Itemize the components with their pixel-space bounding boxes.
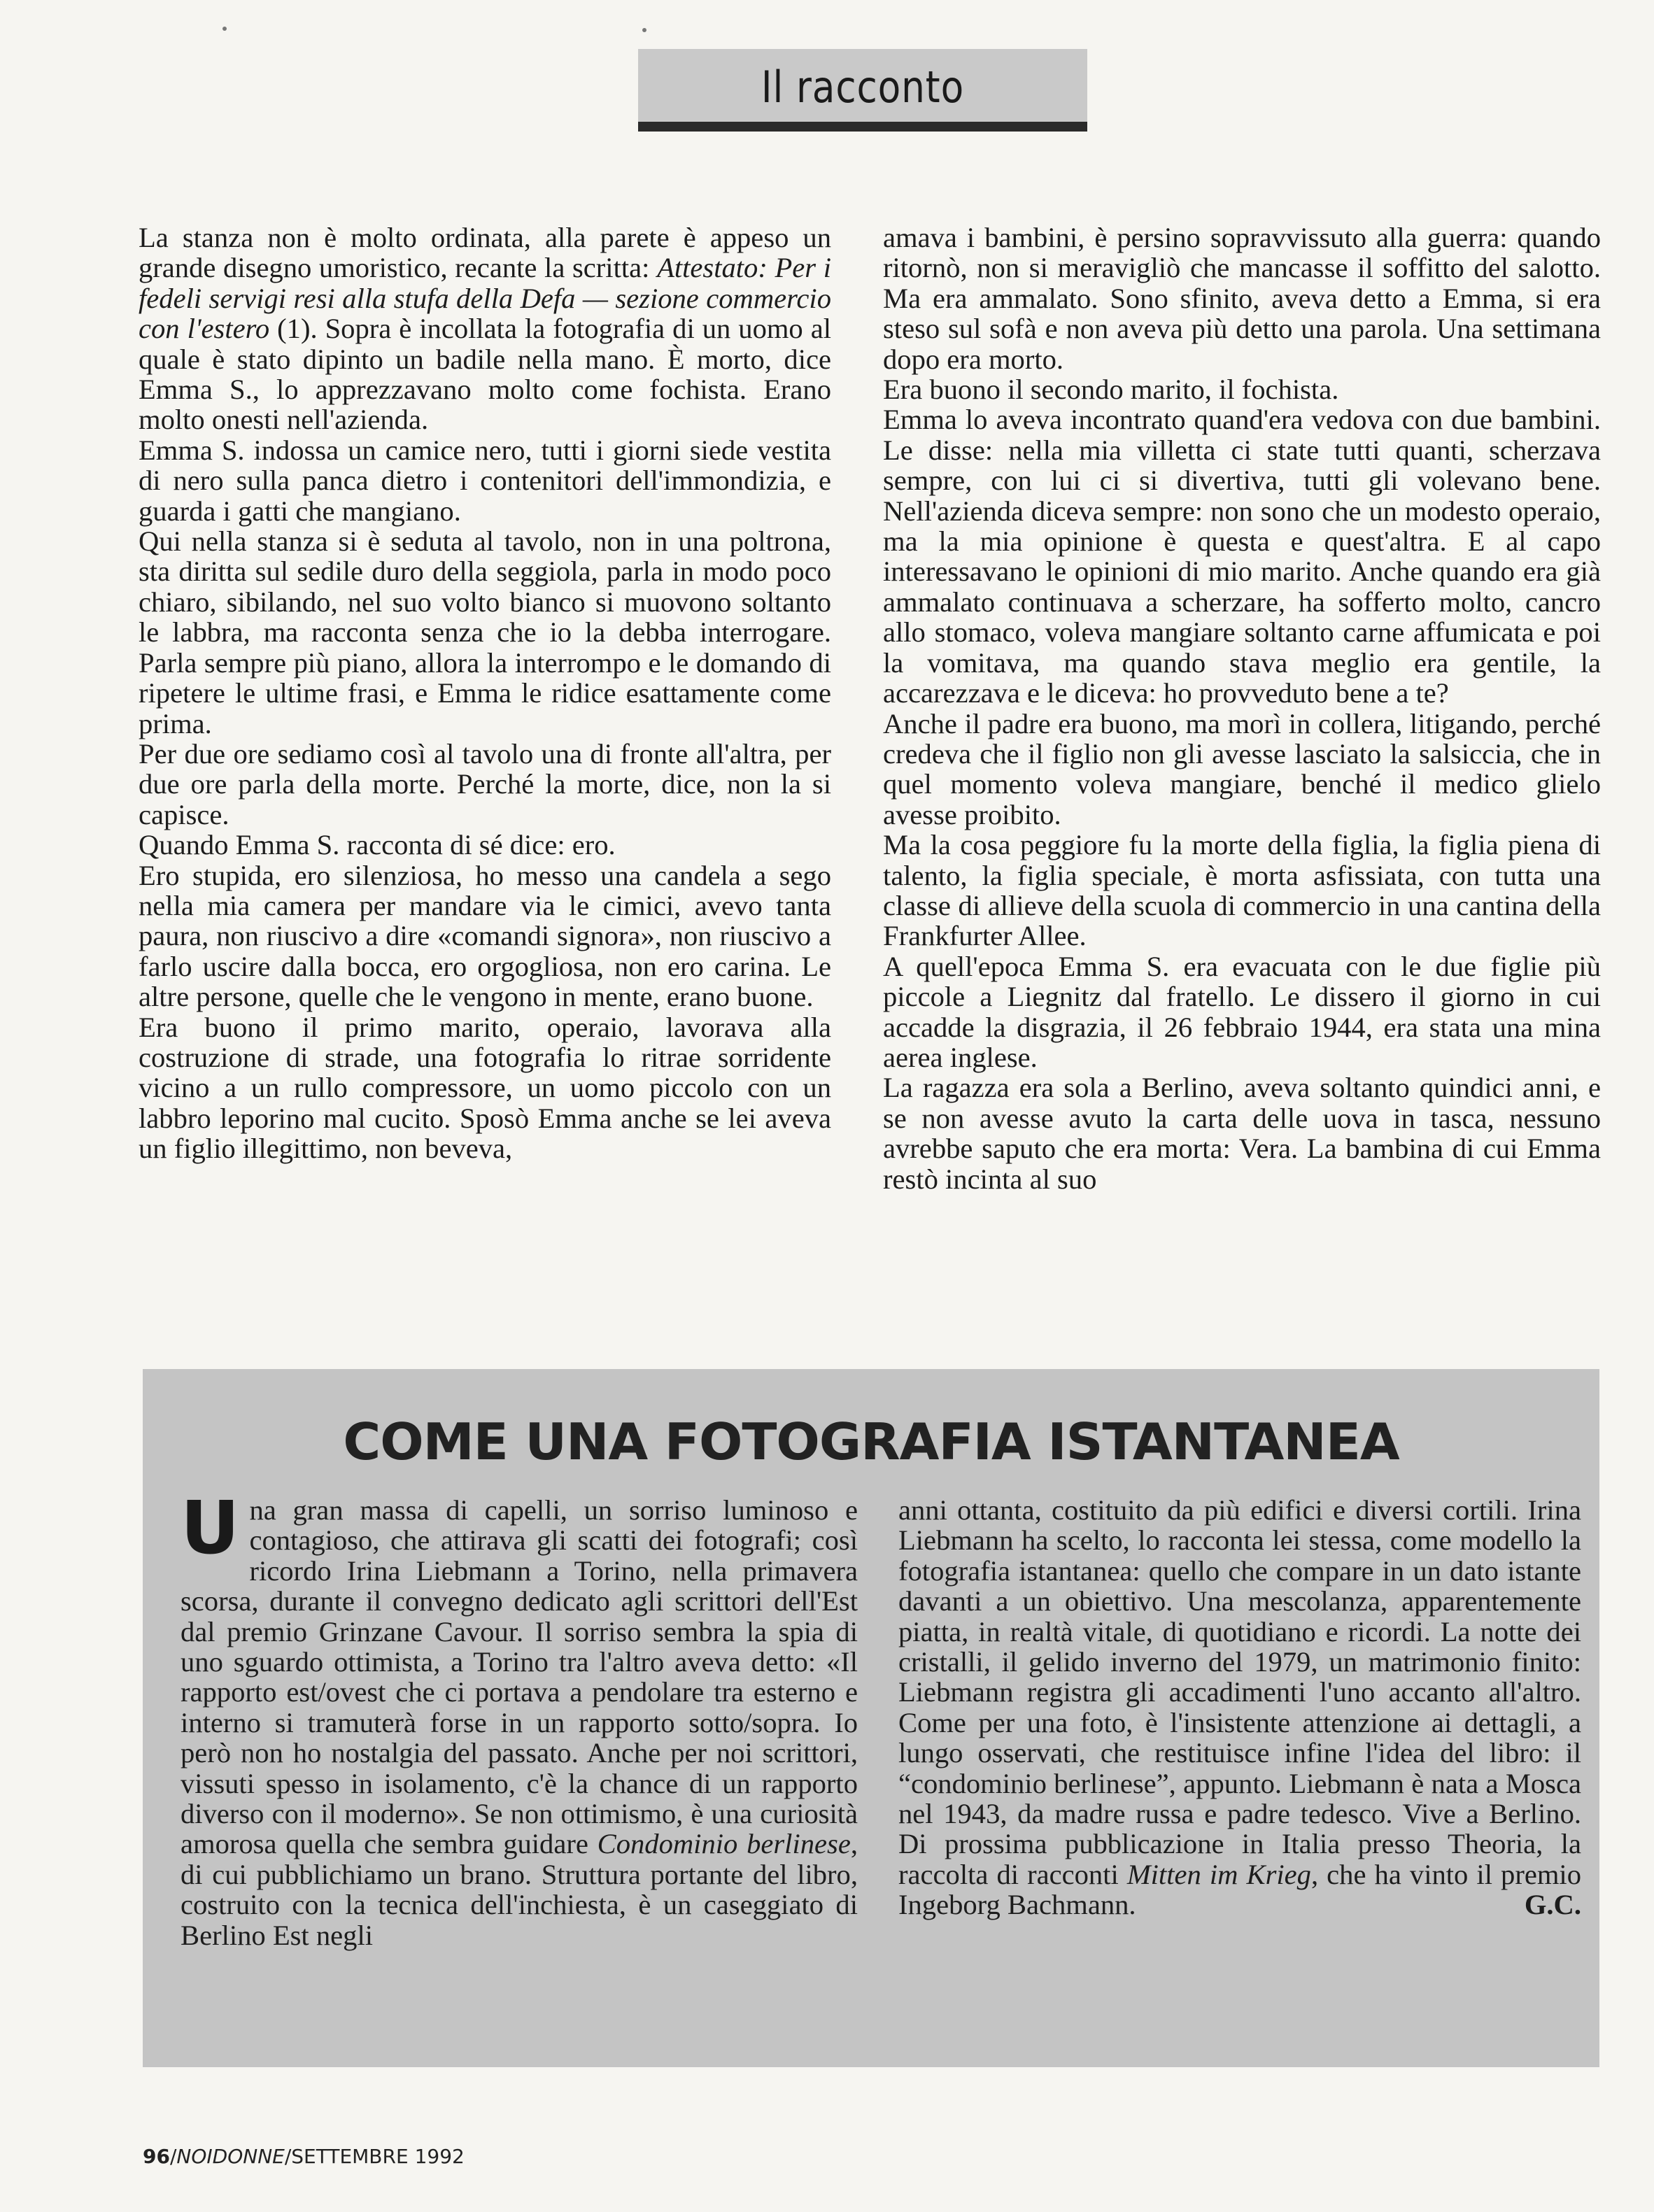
drop-cap: U [181, 1485, 240, 1571]
section-header [638, 49, 1087, 132]
story-paragraph: A quell'epoca Emma S. era evacuata con le due figlie più piccole a Liegnitz dal fratello. Le dissero il giorno in cui accadde la disgrazia, il 26 febbraio 1944, era stata una mina aerea inglese. [883, 950, 1601, 1073]
sidebar-paragraph: Una gran massa di capelli, un sorriso luminoso e contagioso, che attirava gli scatti dei fotografi; così ricordo Irina Liebmann a Torino, nella primavera scorsa, durante il convegno dedicato agli scrittori dell'Est dal premio Grinzane Cavour. Il sorriso sembra la spia di uno sguardo ottimista, a Torino tra l'altro aveva detto: «Il rapporto est/ovest che ci portava a pendolare tra esterno e interno si tramuterà forse in un rapporto sotto/sopra. Io però non ho nostalgia del passato. Anche per noi scrittori, vissuti spesso in isolamento, c'è la chance di un rapporto diverso con il moderno». Se non ottimismo, è una curiosità amorosa quella che sembra guidare Condominio berlinese, di cui pubblichiamo un brano. Struttura portante del libro, costruito con la tecnica dell'inchiesta, è un caseggiato di Berlino Est negli [181, 1485, 858, 1951]
page-number: 96 [143, 2145, 170, 2168]
story-column-right [883, 222, 1601, 1194]
sidebar-column-right [898, 1495, 1581, 1920]
issue-date: SETTEMBRE 1992 [291, 2145, 465, 2168]
print-speck [642, 28, 646, 32]
story-paragraph: Quando Emma S. racconta di sé dice: ero. [139, 829, 616, 861]
story-paragraph: Emma lo aveva incontrato quand'era vedova con due bambini. Le disse: nella mia villetta ci state tutti quanti, scherzava sempre, con lui ci si divertiva, tutti gli volevano bene. Nell'azienda diceva sempre: non sono che un modesto operaio, ma la mia opinione è questa e quest'altra. E al capo interessavano le opinioni di mio marito. Anche quando era già ammalato continuava a scherzare, ha sofferto molto, cancro allo stomaco, voleva mangiare soltanto carne affumicata e poi la vomitava, ma quando stava meglio era gentile, la accarezzava e le diceva: ho provveduto bene a te? [883, 404, 1601, 709]
story-column-left [139, 222, 831, 1164]
story-paragraph: amava i bambini, è persino sopravvissuto alla guerra: quando ritornò, non si meravigliò che mancasse il soffitto del salotto. Ma era ammalato. Sono sfinito, aveva detto a Emma, si era steso sul sofà e non aveva più detto una parola. Una settimana dopo era morto. [883, 222, 1601, 375]
certificate-text: Attestato: Per i fedeli servigi resi alla stufa della Defa — sezione commercio con l'estero [139, 252, 831, 345]
book-title: Mitten im Krieg [1126, 1858, 1311, 1890]
story-paragraph: Ma la cosa peggiore fu la morte della figlia, la figlia piena di talento, la figlia speciale, è morta asfissiata, con tutta una classe di allieve della scuola di commercio in una cantina della Frankfurter Allee. [883, 829, 1601, 952]
section-title: Il racconto [761, 62, 965, 113]
story-paragraph: Per due ore sediamo così al tavolo una di fronte all'altra, per due ore parla della morte. Perché la morte, dice, non la si capisce. [139, 737, 831, 830]
sidebar-column-left [181, 1485, 858, 1951]
book-title: Condominio berlinese [597, 1828, 851, 1860]
story-paragraph: Era buono il secondo marito, il fochista. [883, 374, 1339, 406]
page-footer: 96/NOIDONNE/SETTEMBRE 1992 [143, 2145, 465, 2168]
story-paragraph: Emma S. indossa un camice nero, tutti i giorni siede vestita di nero sulla panca dietro i contenitori dell'immondizia, e guarda i gatti che mangiano. [139, 434, 831, 527]
story-paragraph: La ragazza era sola a Berlino, aveva soltanto quindici anni, e se non avesse avuto la carta delle uova in tasca, nessuno avrebbe saputo che era morta: Vera. La bambina di cui Emma restò incinta al suo [883, 1072, 1601, 1195]
print-speck [222, 27, 227, 31]
story-paragraph: La stanza non è molto ordinata, alla parete è appeso un grande disegno umoristico, recante la scritta: Attestato: Per i fedeli servigi resi alla stufa della Defa — sezione commercio con l'estero (1). Sopra è incollata la fotografia di un uomo al quale è stato dipinto un badile nella mano. È morto, dice Emma S., lo apprezzavano molto come fochista. Erano molto onesti nell'azienda. [139, 222, 831, 436]
sidebar-box [143, 1369, 1599, 2067]
story-paragraph: Anche il padre era buono, ma morì in collera, litigando, perché credeva che il figlio non gli avesse lasciato la salsiccia, che in quel momento voleva mangiare, benché il medico glielo avesse proibito. [883, 707, 1601, 830]
sidebar-title: COME UNA FOTOGRAFIA ISTANTANEA [343, 1412, 1399, 1471]
magazine-name: NOIDONNE [176, 2145, 285, 2168]
story-paragraph: Qui nella stanza si è seduta al tavolo, non in una poltrona, sta diritta sul sedile duro della seggiola, parla in modo poco chiaro, sibilando, nel suo volto bianco si muovono soltanto le labbra, ma racconta senza che io la debba interrogare. Parla sempre più piano, allora la interrompo e le domando di ripetere le ultime frasi, e Emma le ridice esattamente come prima. [139, 525, 831, 739]
story-paragraph: Era buono il primo marito, operaio, lavorava alla costruzione di strade, una fotografia lo ritrae sorridente vicino a un rullo compressore, un uomo piccolo con un labbro leporino mal cucito. Sposò Emma anche se lei aveva un figlio illegittimo, non beveva, [139, 1011, 831, 1165]
story-paragraph: Ero stupida, ero silenziosa, ho messo una candela a sego nella mia camera per mandare via le cimici, avevo tanta paura, non riuscivo a dire «comandi signora», non riuscivo a farlo uscire dalla bocca, ero orgogliosa, non ero carina. Le altre persone, quelle che le vengono in mente, erano buone. [139, 859, 831, 1013]
sidebar-paragraph: anni ottanta, costituito da più edifici e diversi cortili. Irina Liebmann ha scelto, lo racconta lei stessa, come modello la fotografia istantanea: quello che compare in un dato istante davanti a un obiettivo. Una mescolanza, apparentemente piatta, in realtà vitale, di quotidiano e ricordi. La notte dei cristalli, il gelido inverno del 1979, un matrimonio finito: Liebmann registra gli accadimenti l'uno accanto all'altro. Come per una foto, è l'insistente attenzione ai dettagli, a lungo osservati, che restituisce infine l'idea del libro: il “condominio berlinese”, appunto. Liebmann è nata a Mosca nel 1943, da madre russa e padre tedesco. Vive a Berlino. Di prossima pubblicazione in Italia presso Theoria, la raccolta di racconti Mitten im Krieg, che ha vinto il premio Ingeborg Bachmann. G.C. [898, 1494, 1581, 1921]
author-signature: G.C. [1524, 1889, 1581, 1921]
